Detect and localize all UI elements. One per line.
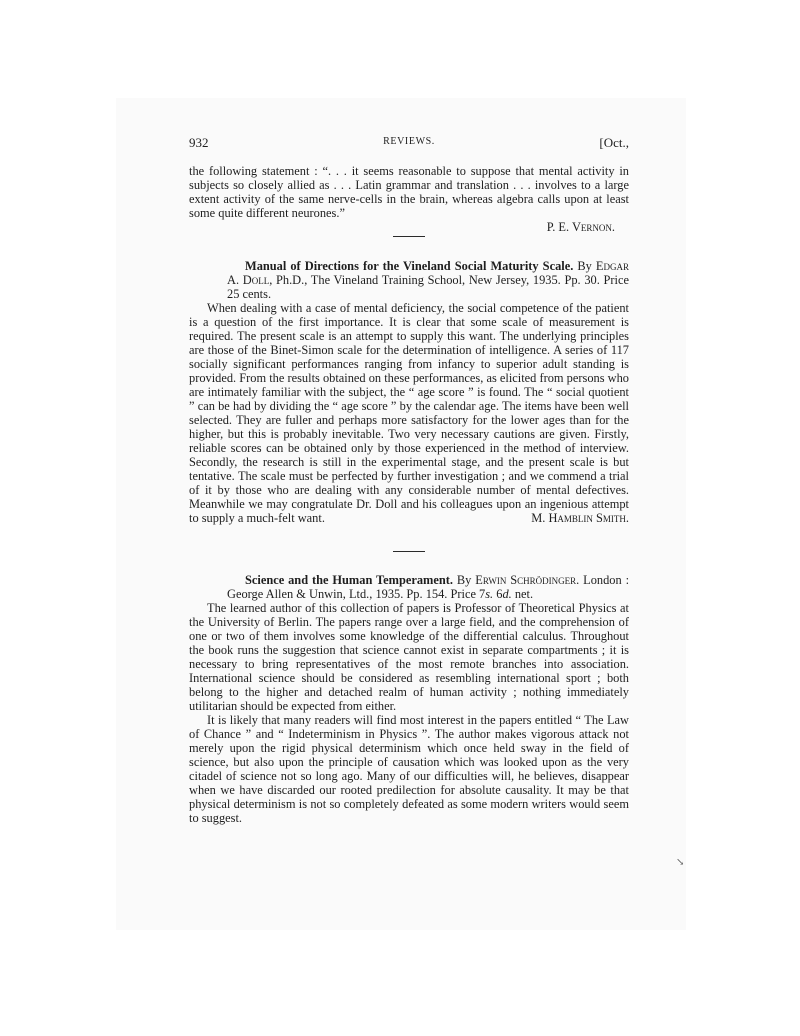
review-schrodinger-by: By xyxy=(456,573,472,587)
review-vineland-reviewer: M. Hamblin Smith. xyxy=(531,511,629,525)
page-number: 932 xyxy=(189,135,209,150)
review-schrodinger-title: Science and the Human Temperament. xyxy=(245,573,453,587)
review-vineland-heading xyxy=(189,259,629,301)
review-schrodinger-citation: London : George Allen & Unwin, Ltd., 1935. Pp. 154. Price 7 xyxy=(227,573,630,601)
section-divider xyxy=(393,236,425,237)
review-schrodinger xyxy=(189,573,629,825)
scan-speck: ↘ xyxy=(676,857,685,868)
prior-review-text: the following statement : “. . . it seems reasonable to suppose that mental activity in subjects so closely allied as . . . Latin grammar and translation . . . involves to a large extent activity of the same nerve-cells in the brain, whereas algebra calls upon at least some quite different neurones.” xyxy=(189,164,629,220)
page-header xyxy=(189,135,629,151)
review-vineland-citation: , Ph.D., The Vineland Training School, New Jersey, 1935. Pp. 30. Price 25 cents. xyxy=(227,273,629,301)
review-schrodinger-citation-end: net. xyxy=(511,587,534,601)
review-vineland-author: Edgar A. Doll xyxy=(227,259,629,287)
review-schrodinger-para1: The learned author of this collection of papers is Professor of Theoretical Physics at the University of Berlin. The papers range over a large field, and the comprehension of one or two of them involves some knowledge of the differential calculus. Throughout the book runs the suggestion that science cannot exist in separate compartments ; it is necessary to bring representatives of the most remote branches into association. International science should be considered as resembling international sport ; both belong to the higher and detached realm of human activity ; nothing immediately utilitarian should be expected from either. xyxy=(189,601,629,713)
review-schrodinger-price-d: d. xyxy=(502,587,512,601)
prior-review-reviewer: P. E. Vernon. xyxy=(546,220,615,234)
review-vineland-by: By xyxy=(577,259,592,273)
prior-review xyxy=(189,164,629,234)
section-divider xyxy=(393,551,425,552)
review-vineland-body xyxy=(189,301,629,525)
running-title: REVIEWS. xyxy=(383,136,435,147)
review-vineland-body-text: When dealing with a case of mental deficiency, the social competence of the patient is a question of the first importance. It is clear that some scale of measurement is required. The present scale is an attempt to supply this want. The underlying principles are those of the Binet-Simon scale for the determination of intelligence. A series of 117 socially significant performances ranging from infancy to superior adult standing is provided. From the results obtained on these performances, as elicited from persons who are intimately familiar with the subject, the “ age score ” is found. The “ social quotient ” can be had by dividing the “ age score ” by the calendar age. The items have been well selected. They are fuller and perhaps more satisfactory for the lower ages than for the higher, but this is probably inevitable. Two very necessary cautions are given. Firstly, reliable scores can be obtained only by those experienced in the method of interview. Secondly, the research is still in the experimental stage, and the present scale is but tentative. The scale must be perfected by further investigation ; and we commend a trial of it by those who are dealing with any considerable number of mental defectives. Meanwhile we may congratulate Dr. Doll and his colleagues upon an ingenious attempt to supply a much-felt want. xyxy=(189,301,629,525)
review-schrodinger-price-s: s. xyxy=(485,587,494,601)
review-schrodinger-heading xyxy=(189,573,629,601)
header-month: [Oct., xyxy=(599,135,629,150)
review-schrodinger-para2: It is likely that many readers will find most interest in the papers entitled “ The Law of Chance ” and “ Indeterminism in Physics ”. The author makes vigorous attack not merely upon the rigid physical determinism which once held sway in the field of science, but also upon the principle of causation which was looked upon as the very citadel of science not so long ago. Many of our difficulties will, he believes, disappear when we have discarded our rooted predilection for absolute causality. It may be that physical determinism is not so completely defeated as some modern writers would seem to suggest. xyxy=(189,713,629,825)
review-vineland xyxy=(189,259,629,525)
review-vineland-title: Manual of Directions for the Vineland Social Maturity Scale. xyxy=(245,259,574,273)
review-schrodinger-price-d-num: 6 xyxy=(493,587,503,601)
review-schrodinger-author: Erwin Schrödinger. xyxy=(475,573,580,587)
